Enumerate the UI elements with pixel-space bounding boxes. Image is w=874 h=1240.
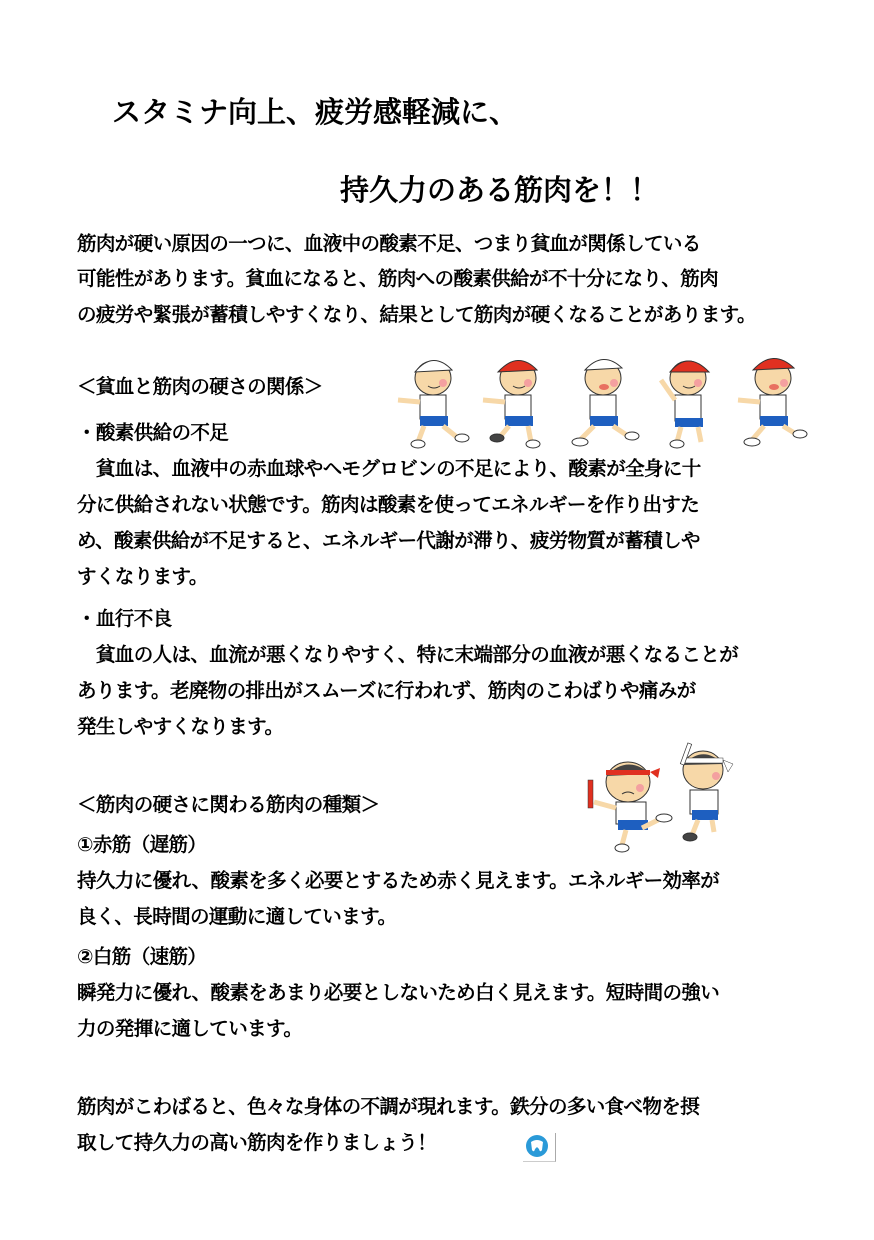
section2-heading: ＜筋肉の硬さに関わる筋肉の種類＞ — [77, 793, 380, 816]
intro-line-1: 筋肉が硬い原因の一つに、血液中の酸素不足、つまり貧血が関係している — [77, 232, 701, 255]
section1-item1-body-2: 分に供給されない状態です。筋肉は酸素を使ってエネルギーを作り出すた — [77, 493, 700, 516]
section2-item2-title: ②白筋（速筋） — [77, 945, 207, 968]
relay-runners-illustration — [578, 740, 738, 855]
section1-item1-body-3: め、酸素供給が不足すると、エネルギー代謝が滞り、疲労物質が蓄積しや — [77, 529, 700, 552]
conclusion-line-1: 筋肉がこわばると、色々な身体の不調が現れます。鉄分の多い食べ物を摂 — [77, 1095, 700, 1118]
section1-item2-body-2: あります。老廃物の排出がスムーズに行われず、筋肉のこわばりや痛みが — [77, 679, 696, 702]
section1-heading: ＜貧血と筋肉の硬さの関係＞ — [77, 375, 323, 398]
intro-line-3: の疲労や緊張が蓄積しやすくなり、結果として筋肉が硬くなることがあります。 — [77, 303, 756, 326]
title-line-2: 持久力のある筋肉を！！ — [340, 173, 660, 207]
section1-item1-title: ・酸素供給の不足 — [77, 421, 229, 444]
section2-item1-body-1: 持久力に優れ、酸素を多く必要とするため赤く見えます。エネルギー効率が — [77, 869, 720, 892]
tooth-logo-icon — [523, 1133, 556, 1162]
section1-item1-body-1: 貧血は、血液中の赤血球やヘモグロビンの不足により、酸素が全身に十 — [77, 457, 701, 480]
title-line-1: スタミナ向上、疲労感軽減に、 — [112, 95, 519, 129]
intro-line-2: 可能性があります。貧血になると、筋肉への酸素供給が不十分になり、筋肉 — [77, 267, 719, 290]
section1-item1-body-4: すくなります。 — [77, 565, 208, 588]
section1-item2-body-3: 発生しやすくなります。 — [77, 715, 284, 738]
section1-item2-title: ・血行不良 — [77, 607, 172, 630]
section2-item1-title: ①赤筋（遅筋） — [77, 833, 207, 856]
section2-item2-body-1: 瞬発力に優れ、酸素をあまり必要としないため白く見えます。短時間の強い — [77, 981, 720, 1004]
conclusion-line-2: 取して持久力の高い筋肉を作りましょう！ — [77, 1131, 437, 1154]
section2-item1-body-2: 良く、長時間の運動に適しています。 — [77, 905, 397, 928]
section1-item2-body-1: 貧血の人は、血流が悪くなりやすく、特に末端部分の血液が悪くなることが — [77, 643, 739, 666]
running-children-illustration — [388, 350, 808, 450]
section2-item2-body-2: 力の発揮に適しています。 — [77, 1017, 303, 1040]
